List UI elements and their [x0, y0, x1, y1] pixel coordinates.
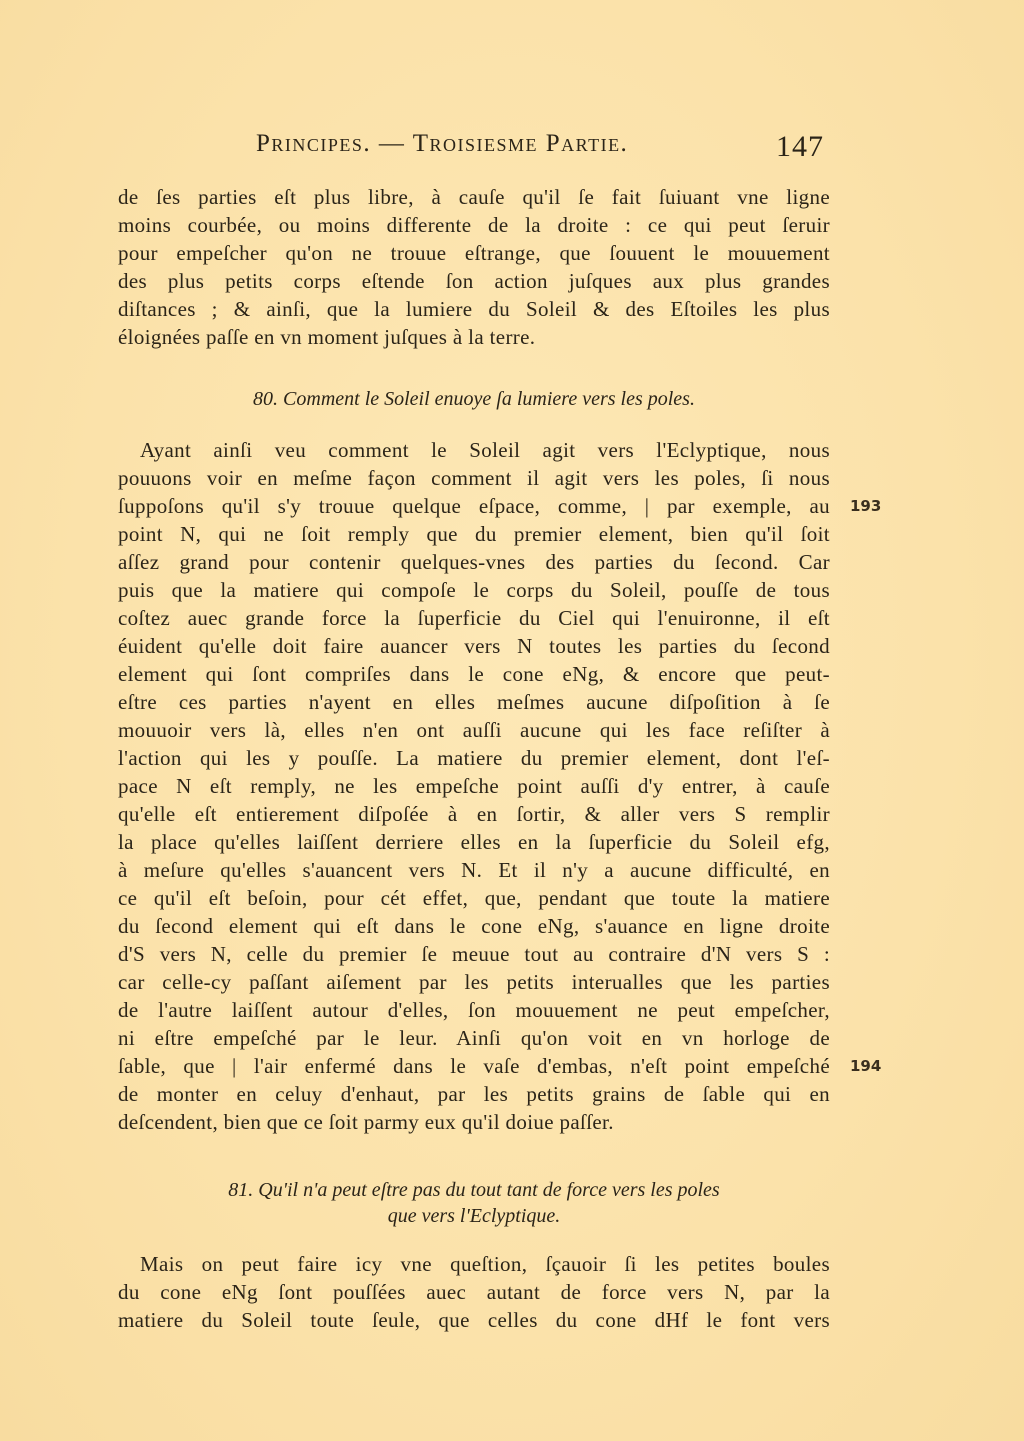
section-heading-80 [118, 386, 830, 412]
text-line: pouuons voir en meſme façon comment il agit vers les poles, ſi nous [118, 466, 830, 490]
margin-page-number: 193 [850, 497, 882, 515]
text-line: d'S vers N, celle du premier ſe meuue tout au contraire d'N vers S : [118, 942, 830, 966]
text-line: moins courbée, ou moins differente de la droite : ce qui peut ſeruir [118, 213, 830, 237]
text-line: de l'autre laiſſent autour d'elles, ſon mouuement ne peut empeſcher, [118, 998, 830, 1022]
text-line: éuident qu'elle doit faire auancer vers N toutes les parties du ſecond [118, 634, 830, 658]
page-header [256, 130, 824, 170]
text-line: de monter en celuy d'enhaut, par les petits grains de ſable qui en [118, 1082, 830, 1106]
page-number: 147 [776, 130, 824, 163]
text-line: qu'elle eſt entierement diſpoſée à en ſortir, & aller vers S remplir [118, 802, 830, 826]
text-line: ſuppoſons qu'il s'y trouue quelque eſpace, comme, | par exemple, au [118, 494, 830, 518]
text-line: ſable, que | l'air enfermé dans le vaſe d'embas, n'eſt point empeſché [118, 1054, 830, 1078]
text-line: Ayant ainſi veu comment le Soleil agit vers l'Eclyptique, nous [140, 438, 830, 462]
text-line: du ſecond element qui eſt dans le cone eNg, s'auance en ligne droite [118, 914, 830, 938]
paragraph-81 [118, 1250, 830, 1334]
text-line: pour empeſcher qu'on ne trouue eſtrange, que ſouuent le mouuement [118, 241, 830, 265]
text-line: Mais on peut faire icy vne queſtion, ſçauoir ſi les petites boules [140, 1252, 830, 1276]
text-line: element qui ſont compriſes dans le cone eNg, & encore que peut- [118, 662, 830, 686]
text-line: mouuoir vers là, elles n'en ont auſſi aucune qui les face reſiſter à [118, 718, 830, 742]
text-line: aſſez grand pour contenir quelques-vnes des parties du ſecond. Car [118, 550, 830, 574]
text-line: coſtez auec grande force la ſuperficie du Ciel qui l'enuironne, il eſt [118, 606, 830, 630]
section-heading-line: que vers l'Eclyptique. [387, 1205, 561, 1227]
text-line: eſtre ces parties n'ayent en elles meſmes aucune diſpoſition à ſe [118, 690, 830, 714]
text-line: de ſes parties eſt plus libre, à cauſe qu'il ſe fait ſuiuant vne ligne [118, 185, 830, 209]
text-line: point N, qui ne ſoit remply que du premier element, bien qu'il ſoit [118, 522, 830, 546]
running-title: Principes. — Troisiesme Partie. [256, 130, 629, 157]
text-line: des plus petits corps eſtende ſon action juſques aux plus grandes [118, 269, 830, 293]
text-line: diſtances ; & ainſi, que la lumiere du Soleil & des Eſtoiles les plus [118, 297, 830, 321]
text-line: deſcendent, bien que ce ſoit parmy eux qu'il doiue paſſer. [118, 1110, 614, 1134]
text-line: éloignées paſſe en vn moment juſques à la terre. [118, 325, 536, 349]
text-line: ni eſtre empeſché par le leur. Ainſi qu'on voit en vn horloge de [118, 1026, 830, 1050]
text-line: la place qu'elles laiſſent derriere elles en la ſuperficie du Soleil efg, [118, 830, 830, 854]
paragraph-80 [118, 436, 830, 1136]
text-line: à meſure qu'elles s'auancent vers N. Et il n'y a aucune difficulté, en [118, 858, 830, 882]
section-heading-line: 80. Comment le Soleil enuoye ſa lumiere vers les poles. [253, 388, 695, 410]
section-heading-81 [118, 1177, 830, 1229]
text-line: matiere du Soleil toute ſeule, que celles du cone dHf le font vers [118, 1308, 830, 1332]
text-line: du cone eNg ſont pouſſées auec autant de force vers N, par la [118, 1280, 830, 1304]
text-line: pace N eſt remply, ne les empeſche point auſſi d'y entrer, à cauſe [118, 774, 830, 798]
text-line: l'action qui les y pouſſe. La matiere du premier element, dont l'eſ- [118, 746, 830, 770]
section-heading-line: 81. Qu'il n'a peut eſtre pas du tout tant de force vers les poles [228, 1179, 720, 1201]
text-line: puis que la matiere qui compoſe le corps du Soleil, pouſſe de tous [118, 578, 830, 602]
text-line: car celle-cy paſſant aiſement par les petits interualles que les parties [118, 970, 830, 994]
text-line: ce qu'il eſt beſoin, pour cét effet, que, pendant que toute la matiere [118, 886, 830, 910]
margin-page-number: 194 [850, 1057, 882, 1075]
paragraph-continued [118, 183, 830, 351]
